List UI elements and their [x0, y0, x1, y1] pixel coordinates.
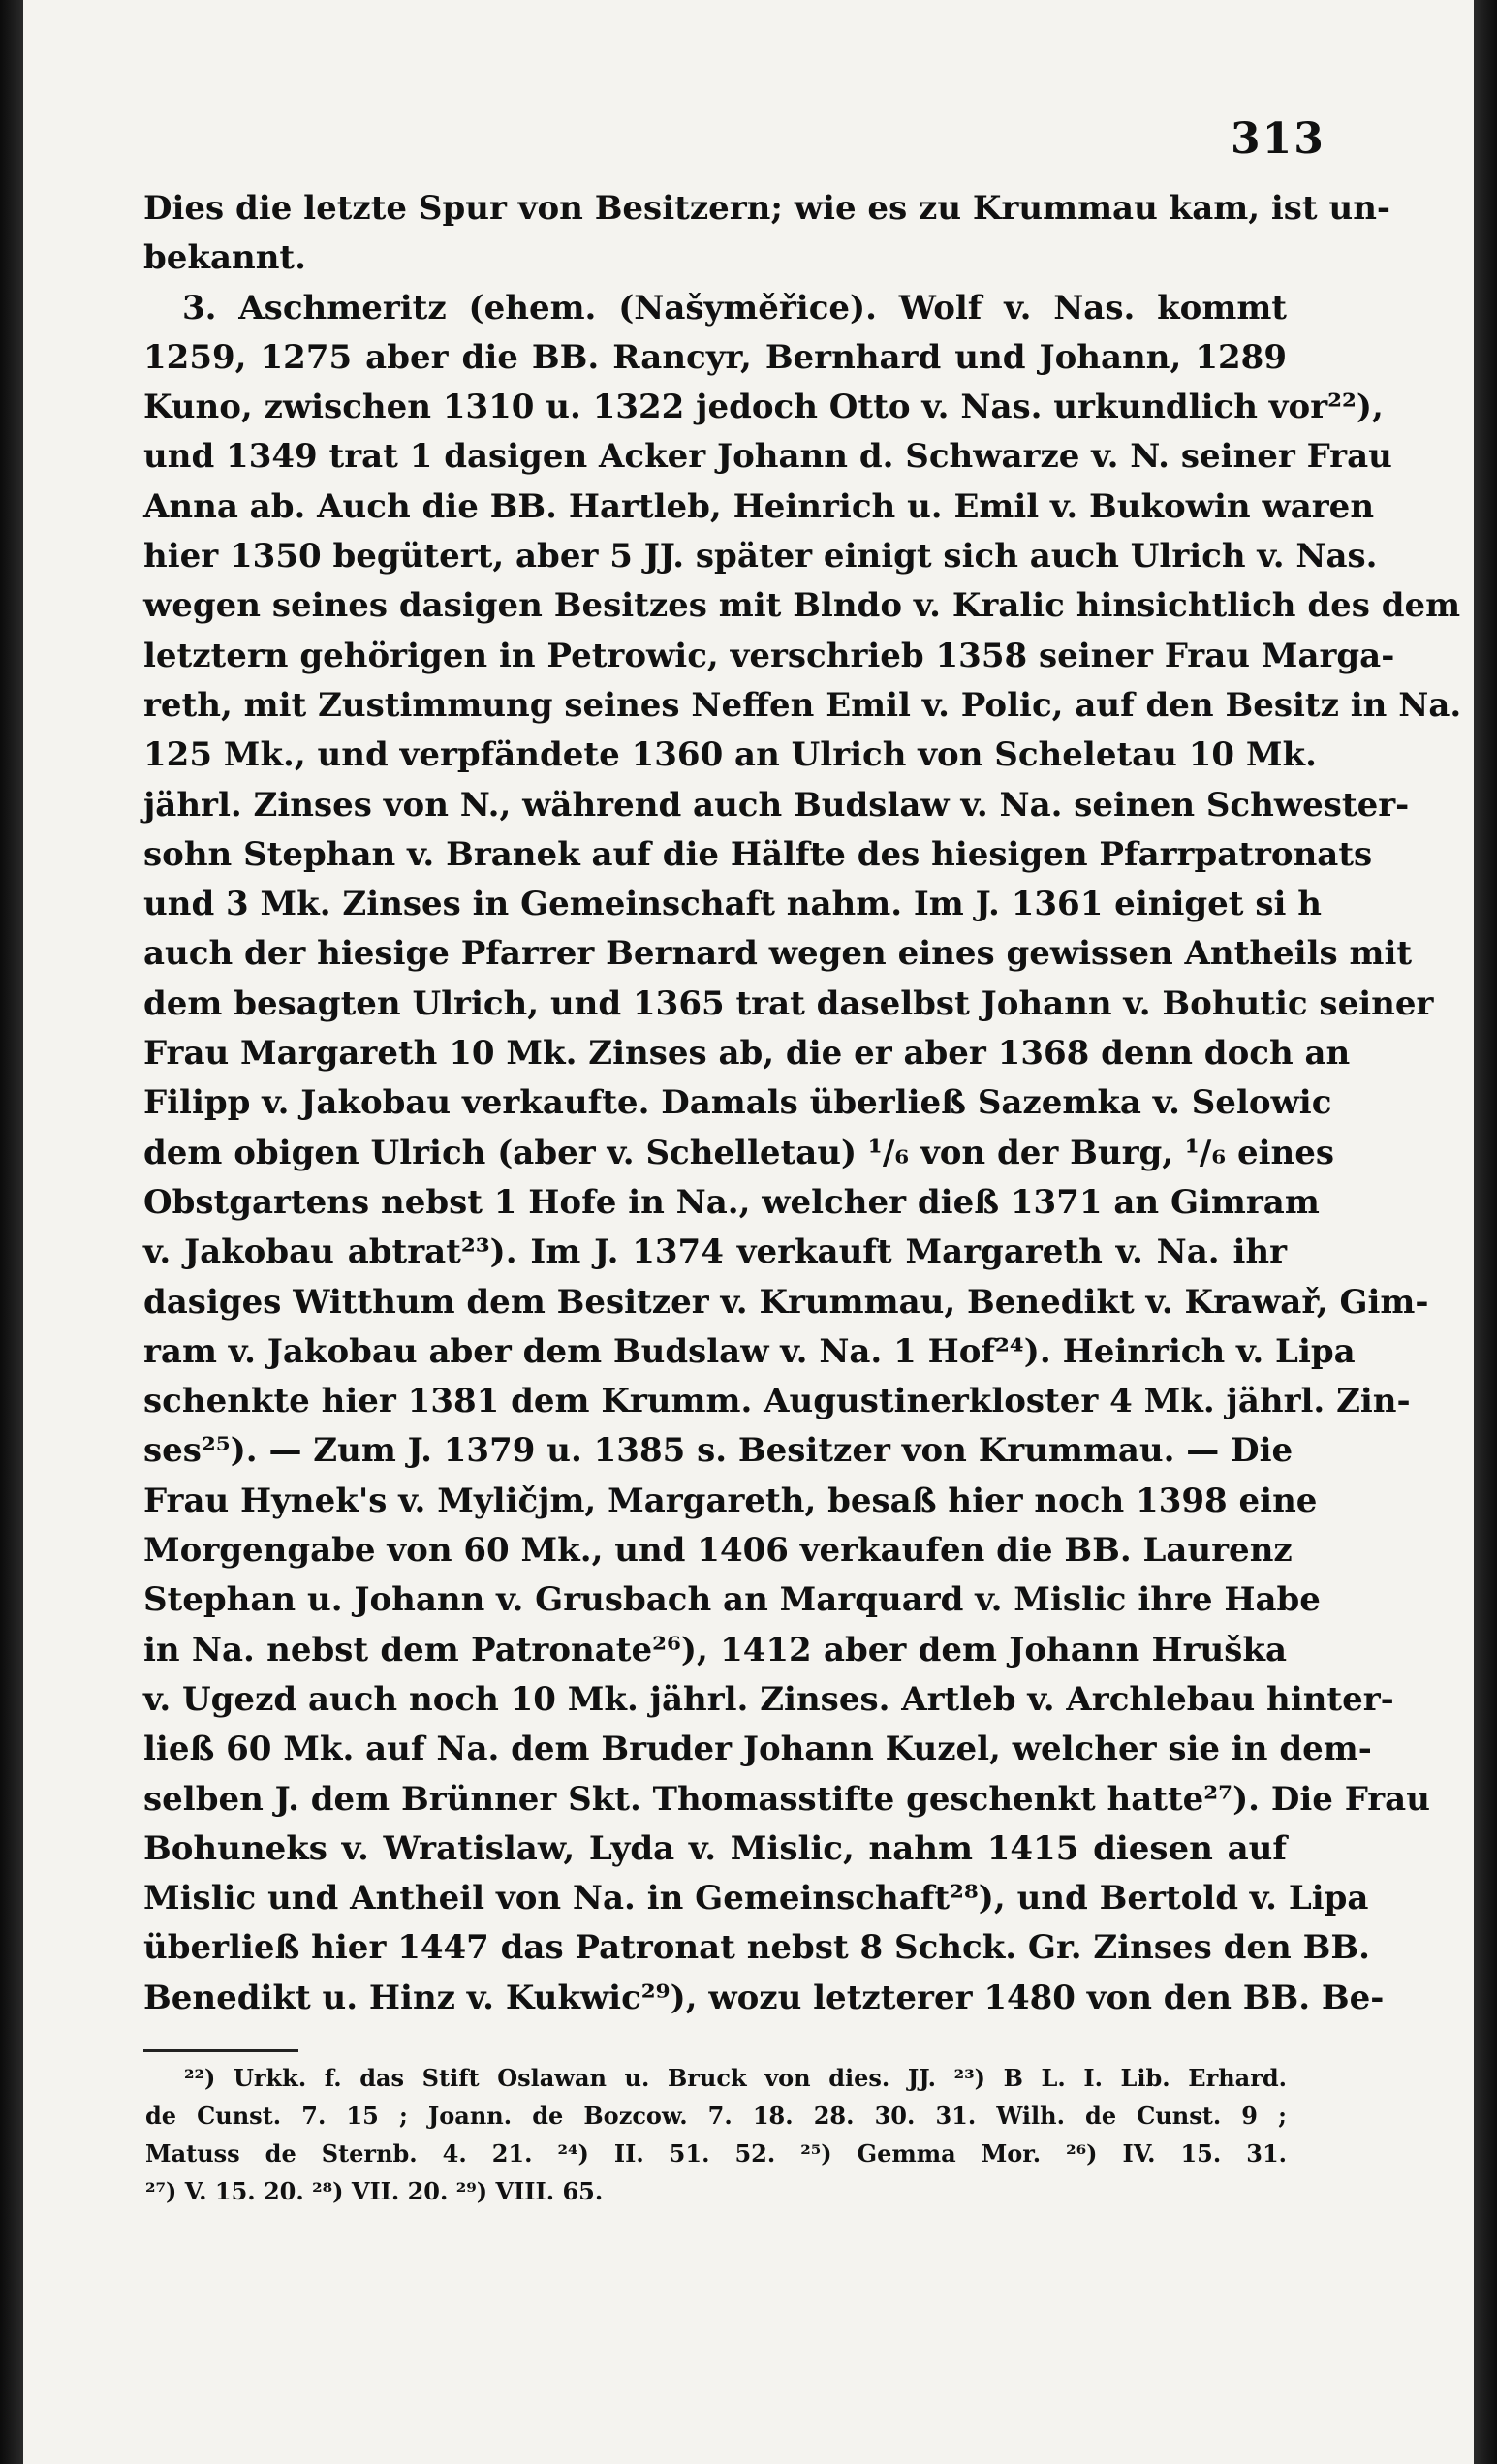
text-line: 1259, 1275 aber die BB. Rancyr, Bernhard und Johann, 1289	[143, 337, 1287, 377]
text-line: ses²⁵). — Zum J. 1379 u. 1385 s. Besitzer von Krummau. — Die	[143, 1431, 1294, 1471]
text-line: reth, mit Zustimmung seines Neffen Emil v. Polic, auf den Besitz in Na.	[143, 685, 1462, 725]
text-line: Frau Margareth 10 Mk. Zinses ab, die er aber 1368 denn doch an	[143, 1034, 1351, 1074]
book-spine-right	[1474, 0, 1497, 2464]
page-number: 313	[1231, 114, 1325, 164]
footnote-divider	[143, 2049, 298, 2052]
text-line: Morgengabe von 60 Mk., und 1406 verkaufen die BB. Laurenz	[143, 1531, 1293, 1571]
text-line: Obstgartens nebst 1 Hofe in Na., welcher dieß 1371 an Gimram	[143, 1182, 1320, 1222]
footnote-line: de Cunst. 7. 15 ; Joann. de Bozcow. 7. 18. 28. 30. 31. Wilh. de Cunst. 9 ;	[145, 2102, 1287, 2130]
text-line: letztern gehörigen in Petrowic, verschrieb 1358 seiner Frau Marga-	[143, 636, 1395, 675]
text-line: sohn Stephan v. Branek auf die Hälfte des hiesigen Pfarrpatronats	[143, 834, 1373, 874]
text-line: und 3 Mk. Zinses in Gemeinschaft nahm. Im J. 1361 einiget si h	[143, 885, 1322, 924]
text-line: hier 1350 begütert, aber 5 JJ. später einigt sich auch Ulrich v. Nas.	[143, 537, 1378, 577]
text-line: ließ 60 Mk. auf Na. dem Bruder Johann Kuzel, welcher sie in dem-	[143, 1730, 1372, 1769]
text-line: ram v. Jakobau aber dem Budslaw v. Na. 1 Hof²⁴). Heinrich v. Lipa	[143, 1331, 1356, 1371]
text-line: v. Ugezd auch noch 10 Mk. jährl. Zinses. Artleb v. Archlebau hinter-	[143, 1679, 1394, 1719]
text-line: Dies die letzte Spur von Besitzern; wie es zu Krummau kam, ist un-	[143, 189, 1391, 228]
text-line: Bohuneks v. Wratislaw, Lyda v. Mislic, nahm 1415 diesen auf	[143, 1828, 1287, 1868]
text-line: auch der hiesige Pfarrer Bernard wegen eines gewissen Antheils mit	[143, 934, 1413, 974]
body-text	[143, 184, 1462, 2023]
text-line: Anna ab. Auch die BB. Hartleb, Heinrich u. Emil v. Bukowin waren	[143, 486, 1375, 526]
text-line: wegen seines dasigen Besitzes mit Blndo v. Kralic hinsichtlich des dem	[143, 586, 1461, 626]
book-spine-left	[0, 0, 23, 2464]
footnote-line: ²²) Urkk. f. das Stift Oslawan u. Bruck von dies. JJ. ²³) B L. I. Lib. Erhard.	[184, 2064, 1287, 2092]
text-line: Stephan u. Johann v. Grusbach an Marquard v. Mislic ihre Habe	[143, 1580, 1321, 1620]
text-line: Mislic und Antheil von Na. in Gemeinschaft²⁸), und Bertold v. Lipa	[143, 1879, 1369, 1918]
text-line: Benedikt u. Hinz v. Kukwic²⁹), wozu letzterer 1480 von den BB. Be-	[143, 1978, 1385, 2017]
text-line: jährl. Zinses von N., während auch Budslaw v. Na. seinen Schwester-	[143, 785, 1410, 825]
text-line: 125 Mk., und verpfändete 1360 an Ulrich von Scheletau 10 Mk.	[143, 735, 1317, 775]
text-line: in Na. nebst dem Patronate²⁶), 1412 aber dem Johann Hruška	[143, 1630, 1287, 1669]
text-line: und 1349 trat 1 dasigen Acker Johann d. Schwarze v. N. seiner Frau	[143, 437, 1392, 477]
footnote-line: ²⁷) V. 15. 20. ²⁸) VII. 20. ²⁹) VIII. 65.	[145, 2177, 604, 2205]
text-line: überließ hier 1447 das Patronat nebst 8 Schck. Gr. Zinses den BB.	[143, 1928, 1370, 1968]
footnote-line: Matuss de Sternb. 4. 21. ²⁴) II. 51. 52. ²⁵) Gemma Mor. ²⁶) IV. 15. 31.	[145, 2139, 1287, 2168]
text-line: bekannt.	[143, 238, 306, 278]
text-line: Filipp v. Jakobau verkaufte. Damals überließ Sazemka v. Selowic	[143, 1083, 1332, 1123]
text-line: dasiges Witthum dem Besitzer v. Krummau, Benedikt v. Krawař, Gim-	[143, 1282, 1429, 1322]
text-line: Kuno, zwischen 1310 u. 1322 jedoch Otto v. Nas. urkundlich vor²²),	[143, 388, 1384, 427]
text-line: schenkte hier 1381 dem Krumm. Augustinerkloster 4 Mk. jährl. Zin-	[143, 1382, 1411, 1421]
text-line: dem besagten Ulrich, und 1365 trat daselbst Johann v. Bohutic seiner	[143, 983, 1434, 1023]
text-line: Frau Hynek's v. Myličjm, Margareth, besaß hier noch 1398 eine	[143, 1481, 1318, 1520]
text-line: dem obigen Ulrich (aber v. Schelletau) ¹/₆ von der Burg, ¹/₆ eines	[143, 1133, 1335, 1172]
text-line: v. Jakobau abtrat²³). Im J. 1374 verkauft Margareth v. Na. ihr	[143, 1232, 1287, 1272]
text-line: selben J. dem Brünner Skt. Thomasstifte geschenkt hatte²⁷). Die Frau	[143, 1779, 1430, 1819]
footnotes	[145, 2059, 1287, 2210]
text-line: 3. Aschmeritz (ehem. (Našyměřice). Wolf v. Nas. kommt	[182, 288, 1287, 327]
